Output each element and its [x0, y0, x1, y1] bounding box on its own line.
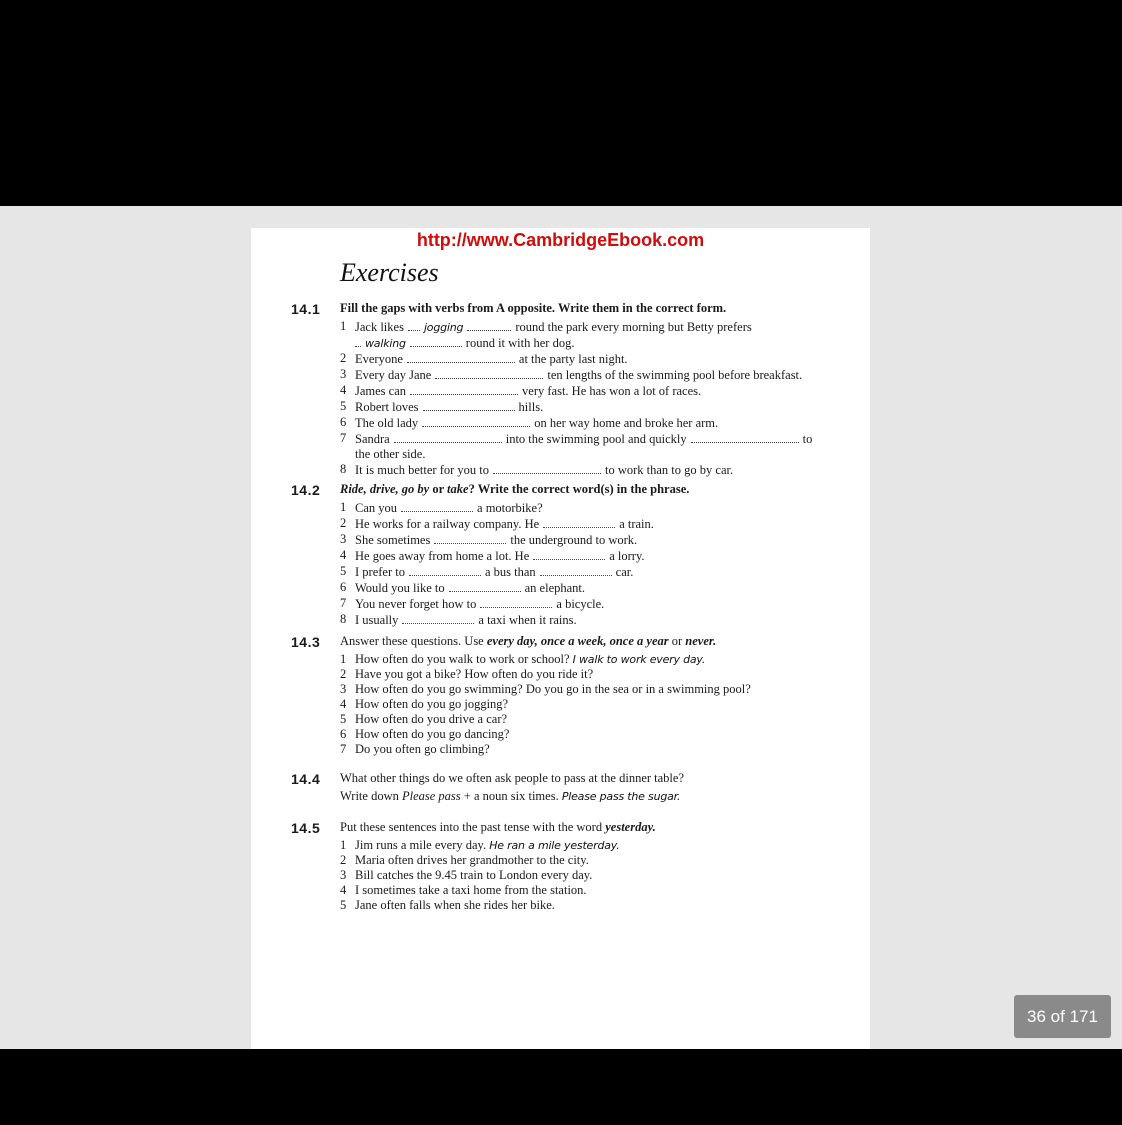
- exercise-item: 3 Bill catches the 9.45 train to London every day.: [340, 868, 593, 882]
- exercise-item: 7 Do you often go climbing?: [340, 742, 490, 756]
- exercise-items: [340, 500, 860, 628]
- exercise-number: 14.3: [291, 634, 321, 650]
- exercise-instructions: Ride, drive, go by or take? Write the correct word(s) in the phrase.: [340, 482, 690, 496]
- handwritten-answer: walking: [365, 337, 406, 350]
- exercise-item: 8 It is much better for you to to work than to go by car.: [340, 462, 734, 477]
- book-page: [251, 228, 870, 1049]
- exercise-item: 7 Sandra into the swimming pool and quickly to: [340, 431, 813, 446]
- exercise-instructions: Put these sentences into the past tense with the word yesterday.: [340, 820, 656, 834]
- exercise-number: 14.1: [291, 301, 321, 317]
- page-heading: Exercises: [340, 258, 439, 287]
- exercise-item: 3 Every day Jane ten lengths of the swimming pool before breakfast.: [340, 367, 803, 382]
- exercise-item: 6 How often do you go dancing?: [340, 727, 510, 741]
- exercise-item: 4 I sometimes take a taxi home from the station.: [340, 883, 587, 897]
- document-viewer[interactable]: [0, 206, 1122, 1049]
- exercise-items: 1 Jack likes jogging round the park every morning but Betty prefers walking round it with her dog. 2 Everyone at the party last night. 3 Every day Jane ten lengths of the swimming pool before breakfast. 4 James can very fast. He has won a lot of races. 5 Robert loves hills. 6 The old lady on her way home and broke her arm. 7 Sandra into the swimming pool and quickly to the other side. 8 It is much better for you to to work than to go by car.: [340, 319, 860, 478]
- exercise-subinstructions: Write down Please pass + a noun six times. Please pass the sugar.: [340, 789, 681, 803]
- exercise-item: 2 He works for a railway company. He a train.: [340, 516, 654, 531]
- exercise-item: 4 He goes away from home a lot. He a lorry.: [340, 548, 645, 563]
- source-url: http://www.CambridgeEbook.com: [416, 230, 705, 250]
- handwritten-answer: Please pass the sugar.: [561, 790, 681, 803]
- exercise-number: 14.2: [291, 482, 321, 498]
- page-counter: 36 of 171: [1014, 995, 1111, 1038]
- exercise-item-continued: walking round it with her dog.: [340, 335, 860, 351]
- handwritten-answer: I walk to work every day.: [572, 653, 706, 666]
- exercise-item: 2 Maria often drives her grandmother to the city.: [340, 853, 589, 867]
- exercise-items: [340, 652, 860, 757]
- exercise-item: 1 Jim runs a mile every day. He ran a mile yesterday.: [340, 838, 620, 852]
- exercise-item: 3 How often do you go swimming? Do you go in the sea or in a swimming pool?: [340, 682, 751, 696]
- exercise-item: 2 Have you got a bike? How often do you ride it?: [340, 667, 594, 681]
- exercise-item: 1 Jack likes jogging round the park every morning but Betty prefers: [340, 319, 752, 334]
- exercise-number: 14.5: [291, 820, 321, 836]
- exercise-number: 14.4: [291, 771, 321, 787]
- exercise-item: 5 I prefer to a bus than car.: [340, 564, 634, 579]
- exercise-instructions: What other things do we often ask people to pass at the dinner table?: [340, 771, 684, 785]
- exercise-instructions: Fill the gaps with verbs from A opposite. Write them in the correct form.: [340, 301, 727, 315]
- exercise-instructions: Answer these questions. Use every day, once a week, once a year or never.: [340, 634, 717, 648]
- exercise-item: 6 Would you like to an elephant.: [340, 580, 586, 595]
- exercise-item: 5 How often do you drive a car?: [340, 712, 508, 726]
- exercise-item: 3 She sometimes the underground to work.: [340, 532, 638, 547]
- handwritten-answer: jogging: [423, 321, 464, 334]
- exercise-item: 1 How often do you walk to work or school? I walk to work every day.: [340, 652, 706, 666]
- exercise-item: 7 You never forget how to a bicycle.: [340, 596, 605, 611]
- exercise-item: 2 Everyone at the party last night.: [340, 351, 628, 366]
- exercise-item: 4 How often do you go jogging?: [340, 697, 509, 711]
- exercise-item: 4 James can very fast. He has won a lot of races.: [340, 383, 702, 398]
- exercise-item: 8 I usually a taxi when it rains.: [340, 612, 577, 627]
- exercise-item: 5 Robert loves hills.: [340, 399, 544, 414]
- handwritten-answer: He ran a mile yesterday.: [489, 839, 620, 852]
- exercise-item: 5 Jane often falls when she rides her bike.: [340, 898, 555, 912]
- exercise-items: [340, 838, 860, 913]
- exercise-item: 6 The old lady on her way home and broke her arm.: [340, 415, 719, 430]
- exercise-item: 1 Can you a motorbike?: [340, 500, 543, 515]
